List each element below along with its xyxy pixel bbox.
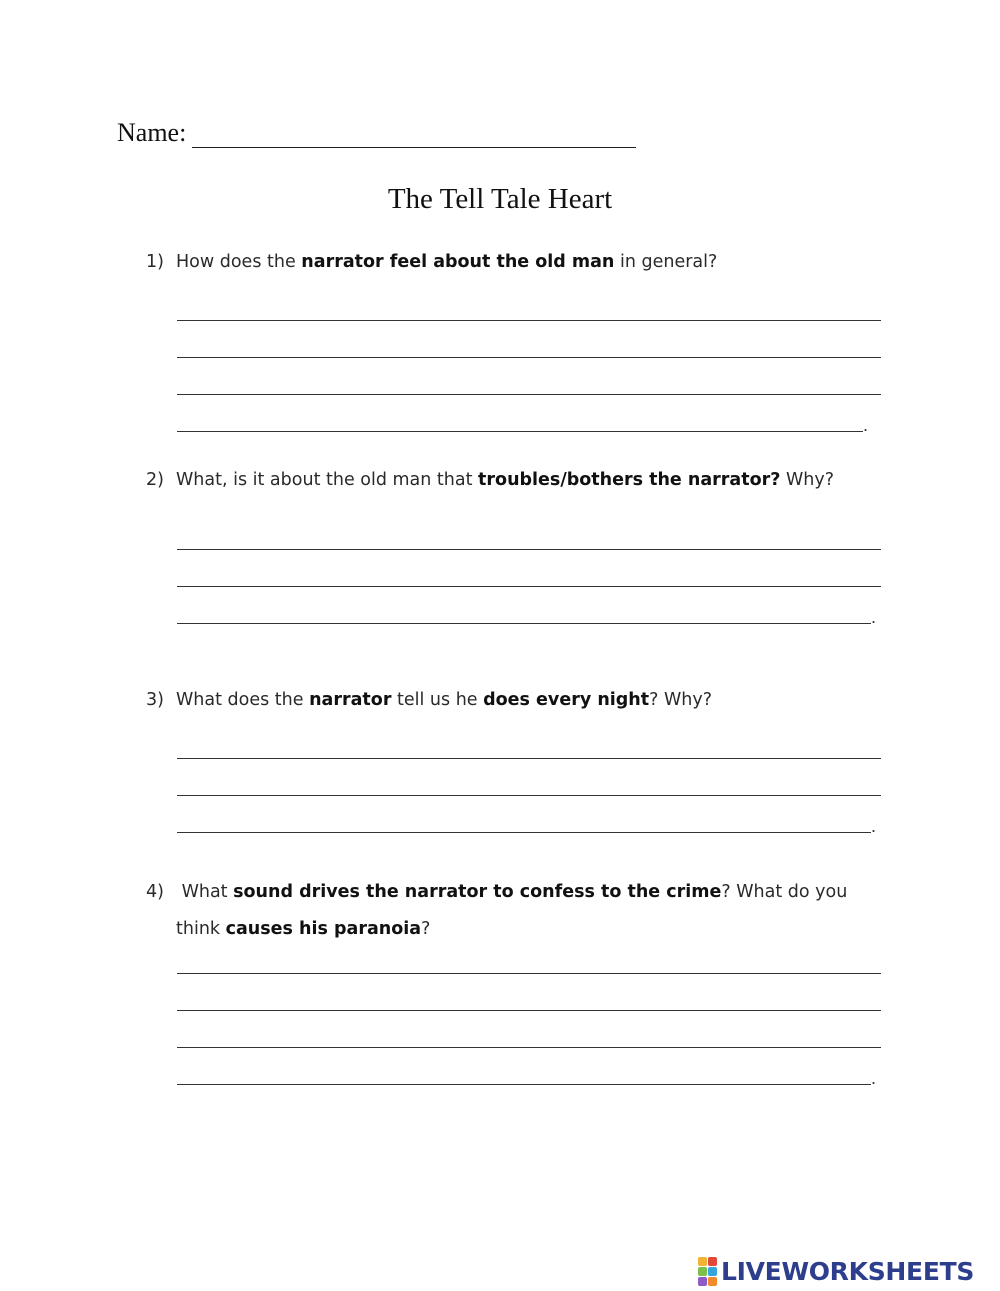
answer-line[interactable]	[177, 737, 881, 759]
question-number: 1)	[146, 252, 164, 272]
answer-line[interactable]	[177, 336, 881, 358]
liveworksheets-logo	[698, 1255, 974, 1287]
question-text: What sound drives the narrator to confess to the crime? What do you	[176, 882, 848, 902]
answer-line[interactable]	[177, 989, 881, 1011]
question-text: What does the narrator tell us he does every night? Why?	[176, 690, 713, 710]
worksheet-title: The Tell Tale Heart	[387, 183, 613, 215]
name-row	[117, 116, 647, 150]
answer-line[interactable]	[177, 410, 863, 432]
question-text: How does the narrator feel about the old man in general?	[176, 252, 718, 272]
question-text: What, is it about the old man that troubles/bothers the narrator? Why?	[176, 470, 835, 490]
answer-line[interactable]	[177, 299, 881, 321]
end-period: .	[863, 415, 869, 435]
question-2	[146, 462, 886, 499]
question-3	[146, 682, 886, 719]
answer-line[interactable]	[177, 1026, 881, 1048]
brand-name: LIVEWORKSHEETS	[721, 1256, 975, 1286]
end-period: .	[871, 1068, 877, 1088]
question-text-continued: think causes his paranoia?	[176, 919, 431, 939]
answer-line[interactable]	[177, 1063, 871, 1085]
name-input[interactable]	[192, 120, 636, 148]
question-number: 3)	[146, 690, 164, 710]
answer-line[interactable]	[177, 952, 881, 974]
answer-line[interactable]	[177, 602, 871, 624]
question-number: 4)	[146, 882, 164, 902]
question-1	[146, 244, 886, 281]
name-label: Name:	[117, 118, 187, 147]
answer-line[interactable]	[177, 373, 881, 395]
question-number: 2)	[146, 470, 164, 490]
logo-mark-icon	[698, 1257, 717, 1286]
answer-line[interactable]	[177, 774, 881, 796]
answer-line[interactable]	[177, 528, 881, 550]
end-period: .	[871, 816, 877, 836]
question-4	[146, 874, 886, 948]
end-period: .	[871, 607, 877, 627]
answer-line[interactable]	[177, 811, 871, 833]
answer-line[interactable]	[177, 565, 881, 587]
